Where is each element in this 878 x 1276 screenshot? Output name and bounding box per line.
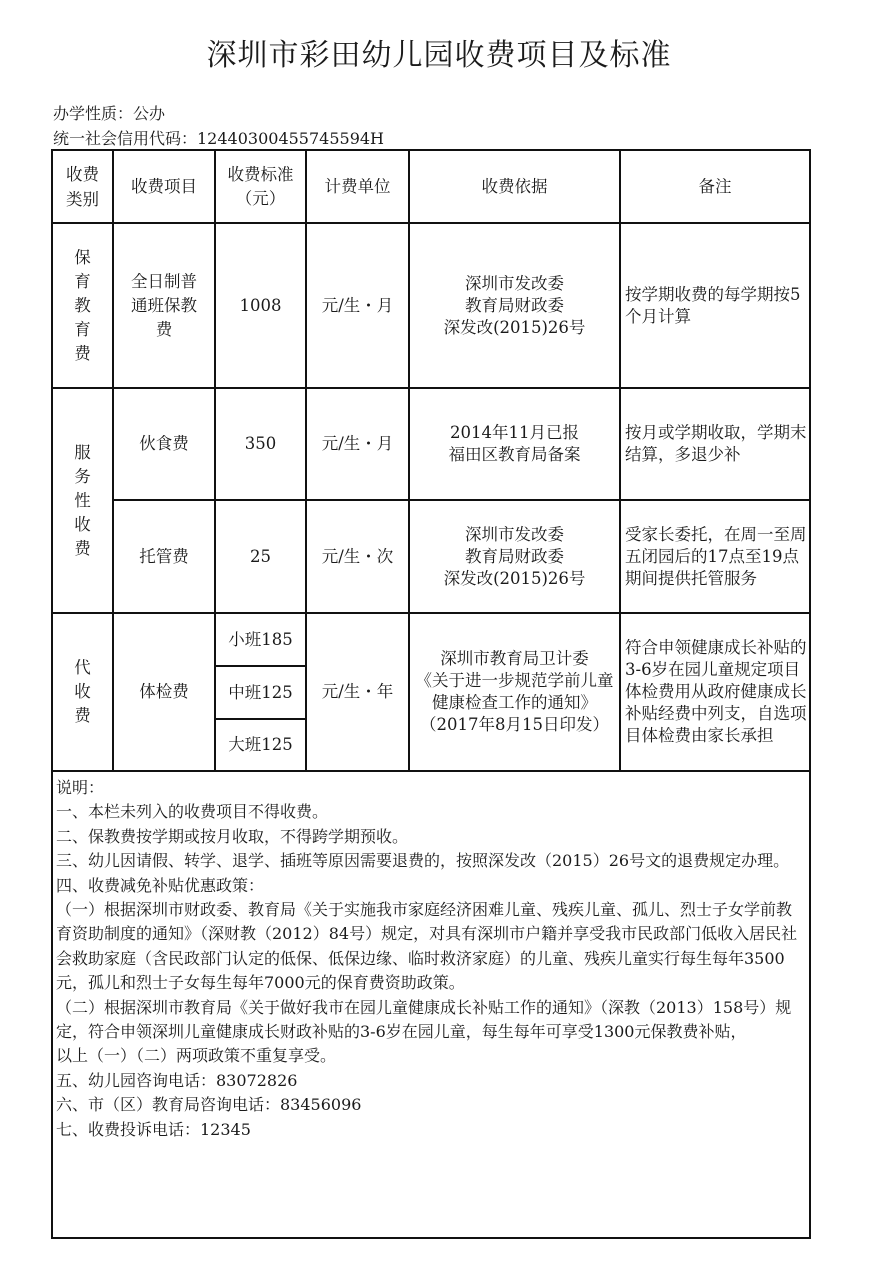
notes-heading: 说明： bbox=[56, 778, 105, 797]
grid-line bbox=[214, 149, 216, 772]
grid-line bbox=[408, 149, 410, 772]
row3-item: 托管费 bbox=[139, 546, 189, 566]
note-line: 六、市（区）教育局咨询电话：83456096 bbox=[56, 1095, 362, 1115]
row1-item bbox=[113, 223, 215, 388]
grid-line bbox=[214, 665, 306, 667]
row3-remarks: 受家长委托，在周一至周五闭园后的17点至19点期间提供托管服务 bbox=[625, 524, 807, 588]
grid-line bbox=[809, 149, 811, 1239]
grid-line bbox=[305, 149, 307, 772]
grid-line bbox=[51, 149, 53, 1239]
row2-basis: 2014年11月已报 福田区教育局备案 bbox=[448, 423, 581, 464]
grid-line bbox=[51, 612, 811, 614]
grid-line bbox=[214, 718, 306, 720]
row3-standard: 25 bbox=[250, 546, 271, 566]
row1-remarks: 按学期收费的每学期按5个月计算 bbox=[625, 284, 801, 326]
note-line: （二）根据深圳市教育局《关于做好我市在园儿童健康成长补贴工作的通知》（深教（2013）158号）规定，符合申领深圳儿童健康成长财政补贴的3-6岁在园儿童，每生每年可享受1300元保教费补贴， bbox=[56, 997, 792, 1042]
grid-line bbox=[51, 387, 811, 389]
note-line: 二、保教费按学期或按月收取，不得跨学期预收。 bbox=[56, 826, 409, 846]
note-line: 一、本栏未列入的收费项目不得收费。 bbox=[56, 802, 329, 822]
grid-line bbox=[113, 499, 811, 501]
row2-standard: 350 bbox=[244, 434, 277, 453]
note-line: （一）根据深圳市财政委、教育局《关于实施我市家庭经济困难儿童、残疾儿童、孤儿、烈士子女学前教育资助制度的通知》（深财教（2012）84号）规定，对具有深圳市户籍并享受我市民政部门低收入居民社会救助家庭（含民政部门认定的低保、低保边缘、临时救济家庭）的儿童、残疾儿童实行每生每年3500元，孤儿和烈士子女每生每年7000元的保育费资助政策。 bbox=[56, 900, 798, 993]
note-line: 三、幼儿因请假、转学、退学、插班等原因需要退费的，按照深发改（2015）26号文的退费规定办理。 bbox=[56, 851, 790, 871]
note-line: 四、收费减免补贴优惠政策： bbox=[56, 875, 265, 895]
notes-section bbox=[56, 776, 801, 1142]
row4-standard-small: 小班185 bbox=[228, 629, 293, 649]
note-line: 五、幼儿园咨询电话：83072826 bbox=[56, 1070, 298, 1090]
grid-line bbox=[112, 149, 114, 772]
row1-unit: 元/生・月 bbox=[321, 295, 394, 315]
row3-basis: 深圳市发改委 教育局财政委 深发改(2015)26号 bbox=[443, 524, 586, 588]
page-title: 深圳市彩田幼儿园收费项目及标准 bbox=[206, 38, 672, 73]
header-item: 收费项目 bbox=[131, 176, 197, 196]
row2-unit: 元/生・月 bbox=[321, 434, 394, 453]
row2-item: 伙食费 bbox=[139, 434, 189, 453]
row4-standard-middle: 中班125 bbox=[228, 682, 293, 702]
header-remarks: 备注 bbox=[698, 176, 732, 196]
grid-line bbox=[51, 222, 811, 224]
grid-line bbox=[619, 149, 621, 772]
row1-category bbox=[52, 223, 113, 388]
row1-standard: 1008 bbox=[239, 295, 282, 315]
row4-item: 体检费 bbox=[139, 682, 189, 701]
row1-item-text: 全日制普通班保教费 bbox=[131, 271, 197, 339]
row1-category-text: 保育教育费 bbox=[74, 247, 91, 363]
row4-basis bbox=[409, 613, 620, 771]
row4-remarks: 符合申领健康成长补贴的3-6岁在园儿童规定项目体检费用从政府健康成长补贴经费中列支，自选项目体检费由家长承担 bbox=[625, 638, 807, 745]
header-standard-text: 收费标准（元） bbox=[227, 164, 294, 208]
row1-basis: 深圳市发改委 教育局财政委 深发改(2015)26号 bbox=[443, 273, 586, 337]
row2-remarks: 按月或学期收取，学期末结算，多退少补 bbox=[625, 423, 807, 464]
school-nature: 办学性质：公办 bbox=[53, 104, 166, 123]
row4-category bbox=[52, 613, 113, 771]
header-standard bbox=[215, 150, 306, 223]
row3-unit: 元/生・次 bbox=[321, 546, 394, 566]
row4-basis-text: 深圳市教育局卫计委 《关于进一步规范学前儿童健康检查工作的通知》 （2017年8月15日印发） bbox=[415, 649, 614, 734]
note-line: 以上（一）（二）两项政策不重复享受。 bbox=[56, 1046, 337, 1066]
header-basis: 收费依据 bbox=[481, 176, 548, 196]
grid-line bbox=[51, 149, 811, 151]
row4-standard-large: 大班125 bbox=[228, 735, 293, 754]
note-line: 七、收费投诉电话：12345 bbox=[56, 1119, 251, 1139]
row4-unit: 元/生・年 bbox=[321, 682, 394, 701]
header-category bbox=[52, 150, 113, 223]
grid-line bbox=[51, 770, 811, 772]
row4-category-text: 代收费 bbox=[74, 658, 91, 725]
grid-line bbox=[51, 1237, 811, 1239]
credit-code: 统一社会信用代码：12440300455745594H bbox=[53, 129, 385, 148]
header-category-text: 收费类别 bbox=[66, 164, 99, 209]
header-unit: 计费单位 bbox=[324, 176, 391, 196]
row2-category bbox=[52, 388, 113, 613]
row2-category-text: 服务性收费 bbox=[74, 442, 91, 558]
